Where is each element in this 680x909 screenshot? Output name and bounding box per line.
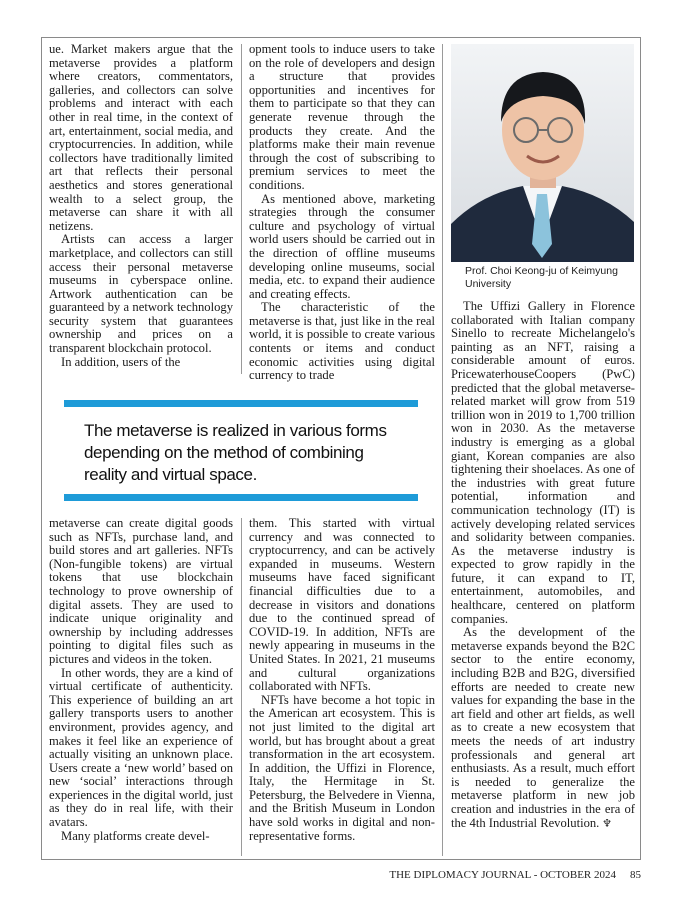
column-divider-2 <box>442 44 443 856</box>
paragraph: As the development of the metaverse expands beyond the B2C sector to the entire economy, including B2B and B2G, diversified efforts are needed to create new values for expanding the base in the art field and other art fields, as well as to create a new ecosystem that meets the needs of art industry professionals and general art enthusiasts. As a result, much effort is needed to generalize the metaverse platform in new job creation and industries in the era of the 4th Industrial Revolution. ♆ <box>451 625 635 830</box>
paragraph: In addition, users of the <box>61 354 181 369</box>
pull-quote-bottom-bar <box>64 494 418 501</box>
page-footer <box>389 869 641 881</box>
portrait-illustration <box>451 44 634 262</box>
paragraph: metaverse can create digital goods such as NFTs, purchase land, and build stores and art galleries. NFTs (Non-fungible tokens) are virtual tokens that use blockchain technology to prove ownership of digital assets. They are used to indicate unique originality and ownership by including addresses pointing to digital files such as pictures and videos in the token. <box>49 516 233 666</box>
pull-quote-box <box>64 400 418 500</box>
paragraph: ue. Market makers argue that the metaverse provides a platform where creators, commentators, galleries, and collectors can solve problems and interact with each other in real time, in the context of art, entertainment, social media, and cryptocurrencies. In addition, while collectors have traditionally limited art that reflects their personal aesthetics and stores generational wealth to a select group, the metaverse can share it with all netizens. <box>49 42 233 233</box>
pull-quote-top-bar <box>64 400 418 407</box>
paragraph: Many platforms create devel- <box>61 828 210 843</box>
column-divider-1-bottom <box>241 518 242 856</box>
pull-quote: The metaverse is realized in various forms depending on the method of combining reality and virtual space. <box>84 421 387 484</box>
paragraph: The characteristic of the metaverse is that, just like in the real world, it is possible to create various contents or items and conduct economic activities using digital currency to trade <box>249 300 435 383</box>
journal-name: THE DIPLOMACY JOURNAL - OCTOBER 2024 <box>389 869 616 881</box>
column-2-bottom <box>249 517 435 843</box>
column-1-bottom <box>49 517 233 843</box>
column-1-top <box>49 43 233 369</box>
column-divider-1-top <box>241 44 242 374</box>
column-2-top <box>249 43 435 383</box>
column-3 <box>451 300 635 831</box>
portrait-photo <box>451 44 634 262</box>
paragraph: NFTs have become a hot topic in the American art ecosystem. This is not just limited to the digital art world, but has brought about a great transformation in the art ecosystem. In addition, the Uffizi in Florence, Italy, the Hermitage in St. Petersburg, the Belvedere in Vienna, and the British Museum in London have sold works in digital and non-representative forms. <box>249 692 435 843</box>
paragraph: In other words, they are a kind of virtual certificate of authenticity. This experience of building an art gallery transports users to another environment, provides agency, and makes it feel like an experience of actually visiting an unknown place. Users create a ‘new world’ based on new ‘social’ interactions through experiences in the digital world, just as they do in real life, with their avatars. <box>49 665 233 830</box>
photo-caption: Prof. Choi Keong-ju of Keimyung University <box>465 265 618 290</box>
paragraph: As mentioned above, marketing strategies through the consumer culture and psychology of virtual world users should be carried out in the direction of offline museums developing online museums, social media, etc. to expand their audience and creating effects. <box>249 191 435 301</box>
end-mark-icon: ♆ <box>599 817 612 830</box>
paragraph: The Uffizi Gallery in Florence collaborated with Italian company Sinello to recreate Michelangelo's painting as an NFT, raising a considerable amount of euros. PricewaterhouseCoopers (PwC) predicted that the global metaverse-related market will grow from 519 trillion won in 2019 to 1,700 trillion won in 2030. As the metaverse industry is emerging as a global giant, Korean companies are also tightening their shoelaces. As one of the industries with great future potential, information and communication technology (IT) is actively developing related services and solidarity between companies. As the metaverse industry is expected to grow rapidly in the future, it can expand to IT, entertainment, automobiles, and healthcare, centered on platform companies. <box>451 299 635 626</box>
page-number: 85 <box>630 869 641 881</box>
paragraph: them. This started with virtual currency and was connected to cryptocurrency, and can be actively expanded in museums. Western museums have faced significant financial difficulties due to a decrease in visitors and donations due to the continued spread of COVID-19. In addition, NFTs are newly appearing in museums in the United States. In 2021, 21 museums and cultural organizations collaborated with NFTs. <box>249 516 435 694</box>
paragraph: Artists can access a larger marketplace, and collectors can still access their personal metaverse museums in cyberspace online. Artwork authentication can be guaranteed by a network technology security system that guarantees ownership and prices on a transparent blockchain protocol. <box>49 232 233 356</box>
paragraph: opment tools to induce users to take on the role of developers and design a structure that provides opportunities and incentives for them to participate so that they can generate revenue through the products they create. And the platforms make their main revenue through the cost of subscribing to premium services to meet the conditions. <box>249 42 435 192</box>
